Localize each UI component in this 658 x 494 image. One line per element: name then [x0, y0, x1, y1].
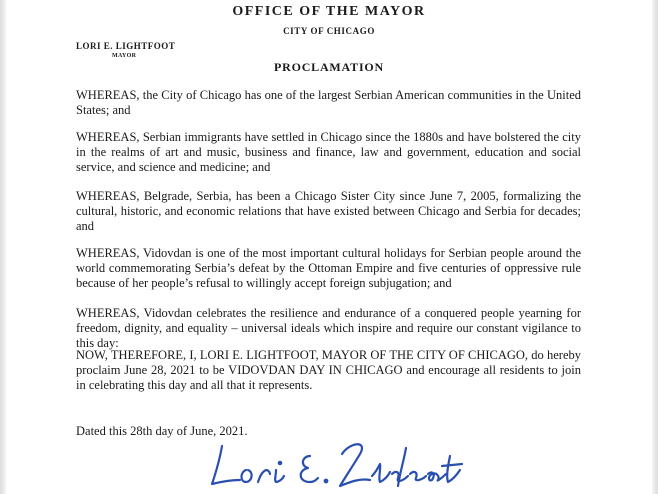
dated-line: Dated this 28th day of June, 2021.	[76, 424, 248, 438]
mayor-title: MAYOR	[112, 53, 137, 59]
whereas-paragraph-4: WHEREAS, Vidovdan is one of the most important cultural holidays for Serbian people around the world commemorating Serbia’s defeat by the Ottoman Empire and five centuries of oppressive rule because of her people’s refusal to willingly accept foreign subjugation; and	[76, 246, 581, 291]
proclamation-paragraph: NOW, THEREFORE, I, LORI E. LIGHTFOOT, MAYOR OF THE CITY OF CHICAGO, do hereby proclaim June 28, 2021 to be VIDOVDAN DAY IN CHICAGO and encourage all residents to join in celebrating this day and all that it represents.	[76, 348, 581, 393]
mayor-name: LORI E. LIGHTFOOT	[76, 41, 176, 51]
signature-image	[200, 436, 470, 494]
proclamation-heading: PROCLAMATION	[273, 60, 385, 74]
city-title: CITY OF CHICAGO	[283, 26, 375, 36]
whereas-paragraph-1: WHEREAS, the City of Chicago has one of the largest Serbian American communities in the United States; and	[76, 88, 581, 118]
office-title: OFFICE OF THE MAYOR	[232, 4, 426, 19]
whereas-paragraph-5: WHEREAS, Vidovdan celebrates the resilience and endurance of a conquered people yearning for freedom, dignity, and equality – universal ideals which inspire and require our constant vigilance to this day:	[76, 306, 581, 351]
whereas-paragraph-2: WHEREAS, Serbian immigrants have settled in Chicago since the 1880s and have bolstered the city in the realms of art and music, business and finance, law and government, education and social service, and science and medicine; and	[76, 130, 581, 175]
whereas-paragraph-3: WHEREAS, Belgrade, Serbia, has been a Chicago Sister City since June 7, 2005, formalizing the cultural, historic, and economic relations that have existed between Chicago and Serbia for decades; and	[76, 189, 581, 234]
